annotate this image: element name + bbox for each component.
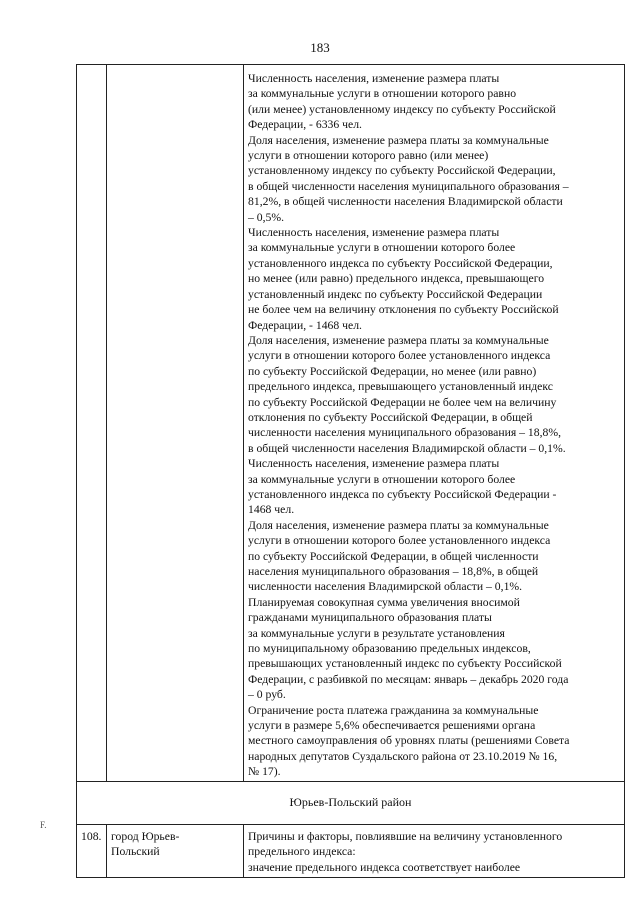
text-line: не более чем на величину отклонения по субъекту Российской <box>248 303 559 317</box>
description-line: Причины и факторы, повлиявшие на величину установленного <box>248 829 563 843</box>
text-line: местного самоуправления об уровнях платы (решениями Совета <box>248 734 570 748</box>
text-line: Федерации, - 1468 чел. <box>248 318 362 332</box>
text-line: но менее (или равно) предельного индекса, превышающего <box>248 272 545 286</box>
paragraph <box>248 333 621 456</box>
text-line: услуги в отношении которого более установленного индекса <box>248 534 551 548</box>
text-line: населения муниципального образования – 18,8%, в общей <box>248 565 539 578</box>
paragraph <box>248 456 621 518</box>
text-line: по муниципальному образованию предельных индексов, <box>248 642 531 656</box>
text-line: услуги в размере 5,6% обеспечивается решениями органа <box>248 719 536 733</box>
text-line: установленного индекса по субъекту Российской Федерации, <box>248 256 553 270</box>
text-line: – 0,5%. <box>248 210 285 224</box>
text-line: по субъекту Российской Федерации, но менее (или равно) <box>248 364 537 378</box>
text-line: численности населения Владимирской области – 0,1%. <box>248 580 523 594</box>
paragraph <box>248 703 621 780</box>
paragraph <box>248 225 621 333</box>
region-header-row <box>77 781 625 824</box>
text-line: за коммунальные услуги в результате установления <box>248 626 505 640</box>
paragraph <box>248 518 621 595</box>
text-line: установленного индекса по субъекту Российской Федерации - <box>248 487 557 501</box>
text-line: отклонения по субъекту Российской Федерации, в общей <box>248 410 533 424</box>
paragraph <box>248 71 621 133</box>
text-line: 81,2%, в общей численности населения Владимирской области <box>248 195 563 209</box>
text-line: Доля населения, изменение размера платы за коммунальные <box>248 133 549 147</box>
region-header: Юрьев-Польский район <box>77 781 625 824</box>
description-line: значение предельного индекса соответствует наиболее <box>248 860 521 874</box>
text-line: в общей численности населения Владимирской области – 0,1%. <box>248 441 566 455</box>
text-line: за коммунальные услуги в отношении которого более <box>248 472 516 486</box>
text-line: по субъекту Российской Федерации, в общей численности <box>248 549 539 563</box>
row-108-description <box>244 824 625 877</box>
document-table <box>76 64 625 878</box>
text-line: превышающих установленный индекс по субъекту Российской <box>248 657 562 671</box>
text-line: Планируемая совокупная сумма увеличения вносимой <box>248 595 520 609</box>
text-line: по субъекту Российской Федерации не более чем на величину <box>248 395 557 409</box>
text-line: Ограничение роста платежа гражданина за коммунальные <box>248 703 539 717</box>
text-line: установленный индекс по субъекту Российской Федерации <box>248 287 543 301</box>
text-line: Доля населения, изменение размера платы за коммунальные <box>248 333 549 347</box>
text-line: (или менее) установленному индексу по субъекту Российской <box>248 102 556 116</box>
page-number: 183 <box>310 40 330 55</box>
text-line: Федерации, с разбивкой по месяцам: январь – декабрь 2020 года <box>248 672 569 686</box>
text-line: за коммунальные услуги в отношении которого равно <box>248 87 517 101</box>
text-line: № 17). <box>248 765 281 779</box>
paragraph-list <box>248 71 621 780</box>
paragraph <box>248 595 621 703</box>
name-cell-empty <box>107 65 244 782</box>
margin-mark: F. <box>40 820 47 830</box>
text-line: в общей численности населения муниципального образования – <box>248 179 569 193</box>
description-line: предельного индекса: <box>248 845 356 859</box>
text-line: Федерации, - 6336 чел. <box>248 118 362 132</box>
text-line: за коммунальные услуги в отношении которого более <box>248 241 516 255</box>
text-line: услуги в отношении которого равно (или менее) <box>248 149 489 163</box>
text-line: численности населения муниципального образования – 18,8%, <box>248 426 562 440</box>
text-line: установленному индексу по субъекту Российской Федерации, <box>248 164 556 178</box>
text-line: Численность населения, изменение размера платы <box>248 226 500 240</box>
municipality-name-line: Польский <box>111 845 160 859</box>
municipality-name <box>107 824 244 877</box>
text-line: предельного индекса, превышающего установленный индекс <box>248 380 553 394</box>
text-line: гражданами муниципального образования платы <box>248 611 492 625</box>
table-row-continued <box>77 65 625 782</box>
text-line: – 0 руб. <box>248 688 286 702</box>
text-line: 1468 чел. <box>248 503 295 517</box>
text-line: Доля населения, изменение размера платы за коммунальные <box>248 518 549 532</box>
number-cell-empty <box>77 65 107 782</box>
municipality-name-line: город Юрьев- <box>111 829 180 843</box>
paragraph <box>248 133 621 225</box>
table-row-108 <box>77 824 625 877</box>
text-line: услуги в отношении которого более установленного индекса <box>248 349 551 363</box>
text-line: Численность населения, изменение размера платы <box>248 457 500 471</box>
description-cell <box>244 65 625 782</box>
row-number: 108. <box>77 824 107 877</box>
text-line: Численность населения, изменение размера платы <box>248 72 500 85</box>
text-line: народных депутатов Суздальского района от 23.10.2019 № 16, <box>248 749 558 763</box>
